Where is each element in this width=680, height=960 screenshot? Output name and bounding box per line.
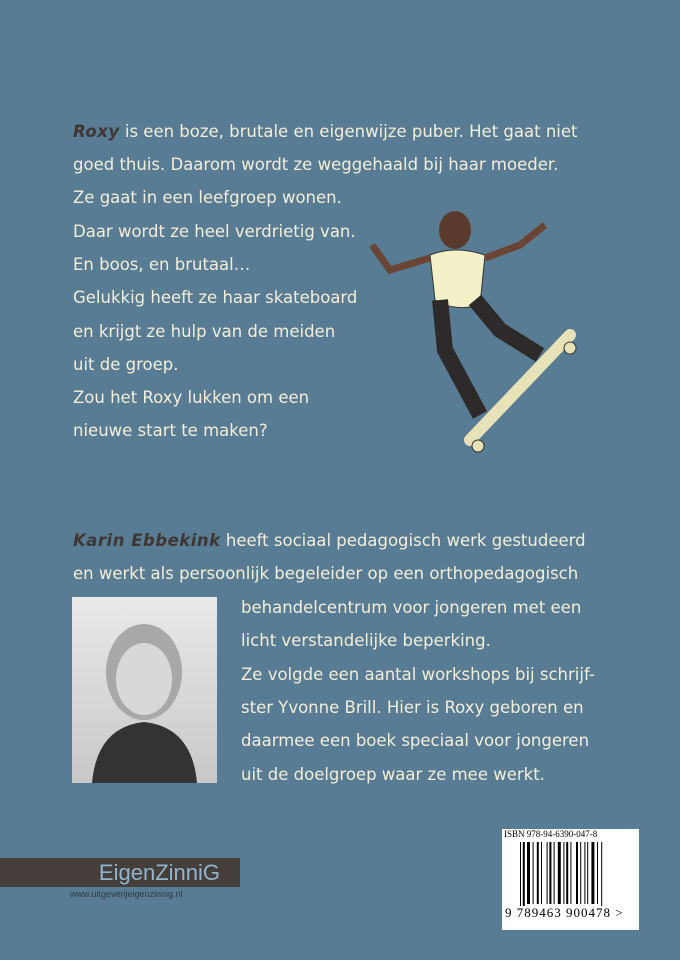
barcode-bar xyxy=(533,842,534,904)
author-line: Ze volgde een aantal workshops bij schrijf- xyxy=(241,664,595,684)
character-name: Roxy xyxy=(73,122,120,141)
author-line: Karin Ebbekink heeft sociaal pedagogisch werk gestudeerd xyxy=(73,531,586,550)
author-line: behandelcentrum voor jongeren met een xyxy=(241,598,582,617)
blurb-line: Zou het Roxy lukken om een xyxy=(73,388,310,408)
isbn-text: ISBN 978-94-6390-047-8 xyxy=(504,829,598,839)
barcode-bar xyxy=(597,842,598,904)
barcode-bar xyxy=(563,842,564,904)
barcode-bar xyxy=(523,842,525,906)
blurb-line: En boos, en brutaal… xyxy=(73,254,251,274)
barcode-bar xyxy=(584,842,585,904)
barcode-bar xyxy=(537,842,539,904)
barcode-bar xyxy=(576,842,578,904)
publisher-logo: EigenZinniG xyxy=(0,858,240,887)
barcode-bar xyxy=(520,842,521,906)
barcode-bars xyxy=(520,842,632,906)
barcode-bar xyxy=(587,842,588,904)
barcode-bar xyxy=(570,842,571,904)
author-line: ster Yvonne Brill. Hier is Roxy geboren en xyxy=(241,697,584,717)
blurb-line: uit de groep. xyxy=(73,354,179,374)
blurb-line: Daar wordt ze heel verdrietig van. xyxy=(73,221,356,241)
author-photo xyxy=(72,597,217,783)
skateboarder-illustration xyxy=(360,200,585,455)
author-line: uit de doelgroep waar ze mee werkt. xyxy=(241,764,545,784)
barcode-bar xyxy=(566,842,568,904)
blurb-line: Roxy is een boze, brutale en eigenwijze puber. Het gaat niet xyxy=(73,122,578,141)
barcode-bar xyxy=(554,842,555,904)
barcode-bar xyxy=(558,842,561,904)
barcode-bar xyxy=(541,842,542,904)
barcode-bar xyxy=(591,842,594,904)
blurb-line: nieuwe start te maken? xyxy=(73,421,268,441)
author-line: daarmee een boek speciaal voor jongeren xyxy=(241,731,590,751)
barcode-bar xyxy=(547,842,548,904)
author-line: licht verstandelijke beperking. xyxy=(241,631,491,651)
barcode-bar xyxy=(549,842,551,904)
barcode-bar xyxy=(527,842,530,904)
blurb-line: Gelukkig heeft ze haar skateboard xyxy=(73,288,358,308)
blurb-line: en krijgt ze hulp van de meiden xyxy=(73,321,336,341)
barcode-bar xyxy=(580,842,581,904)
author-name: Karin Ebbekink xyxy=(73,531,221,550)
blurb-line: Ze gaat in een leefgroep wonen. xyxy=(73,188,342,208)
author-line: en werkt als persoonlijk begeleider op een orthopedagogisch xyxy=(73,564,579,583)
blurb-line: goed thuis. Daarom wordt ze weggehaald bij haar moeder. xyxy=(73,155,559,174)
isbn-barcode xyxy=(502,829,639,930)
barcode-bar xyxy=(601,842,602,906)
publisher-url[interactable]: www.uitgeverijeigenzinnig.nl xyxy=(70,889,183,899)
barcode-digits: 9 789463 900478 > xyxy=(505,905,624,920)
